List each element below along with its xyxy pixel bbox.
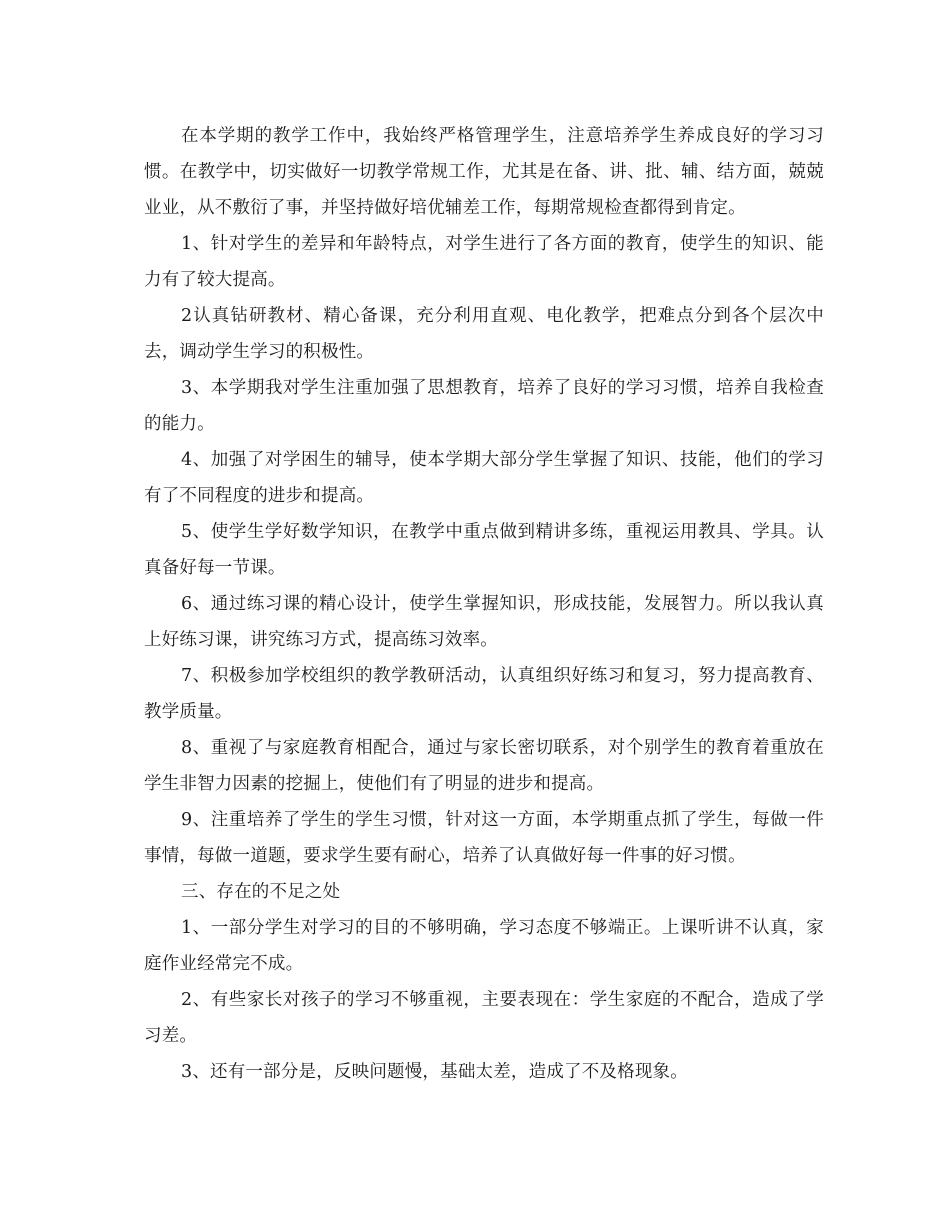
section-heading-shortcomings: 三、存在的不足之处 (181, 882, 341, 902)
paragraph-shortcoming-3: 3、还有一部分是，反映问题慢，基础太差，造成了不及格现象。 (181, 1062, 688, 1082)
paragraph-item-3: 3、本学期我对学生注重加强了思想教育，培养了良好的学习习惯，培养自我检查的能力。 (144, 378, 824, 434)
paragraph-item-4: 4、加强了对学困生的辅导，使本学期大部分学生掌握了知识、技能，他们的学习有了不同程度的进步和提高。 (144, 450, 824, 506)
paragraph-item-5: 5、使学生学好数学知识，在教学中重点做到精讲多练，重视运用教具、学具。认真备好每一节课。 (144, 522, 824, 578)
document-body (144, 118, 824, 1090)
paragraph-shortcoming-2: 2、有些家长对孩子的学习不够重视，主要表现在：学生家庭的不配合，造成了学习差。 (144, 990, 824, 1046)
paragraph-item-7: 7、积极参加学校组织的教学教研活动，认真组织好练习和复习，努力提高教育、教学质量。 (144, 666, 824, 722)
paragraph-intro: 在本学期的教学工作中，我始终严格管理学生，注意培养学生养成良好的学习习惯。在教学中，切实做好一切教学常规工作，尤其是在备、讲、批、辅、结方面，兢兢业业，从不敷衍了事，并坚持做好培优辅差工作，每期常规检查都得到肯定。 (144, 126, 824, 218)
paragraph-shortcoming-1: 1、一部分学生对学习的目的不够明确，学习态度不够端正。上课听讲不认真，家庭作业经常完不成。 (144, 918, 824, 974)
paragraph-item-9: 9、注重培养了学生的学生习惯，针对这一方面，本学期重点抓了学生，每做一件事情，每做一道题，要求学生要有耐心，培养了认真做好每一件事的好习惯。 (144, 810, 824, 866)
paragraph-item-2: 2认真钻研教材、精心备课，充分利用直观、电化教学，把难点分到各个层次中去，调动学生学习的积极性。 (144, 306, 824, 362)
paragraph-item-6: 6、通过练习课的精心设计，使学生掌握知识，形成技能，发展智力。所以我认真上好练习课，讲究练习方式，提高练习效率。 (144, 594, 824, 650)
paragraph-item-8: 8、重视了与家庭教育相配合，通过与家长密切联系，对个别学生的教育着重放在学生非智力因素的挖掘上，使他们有了明显的进步和提高。 (144, 738, 824, 794)
paragraph-item-1: 1、针对学生的差异和年龄特点，对学生进行了各方面的教育，使学生的知识、能力有了较大提高。 (144, 234, 824, 290)
